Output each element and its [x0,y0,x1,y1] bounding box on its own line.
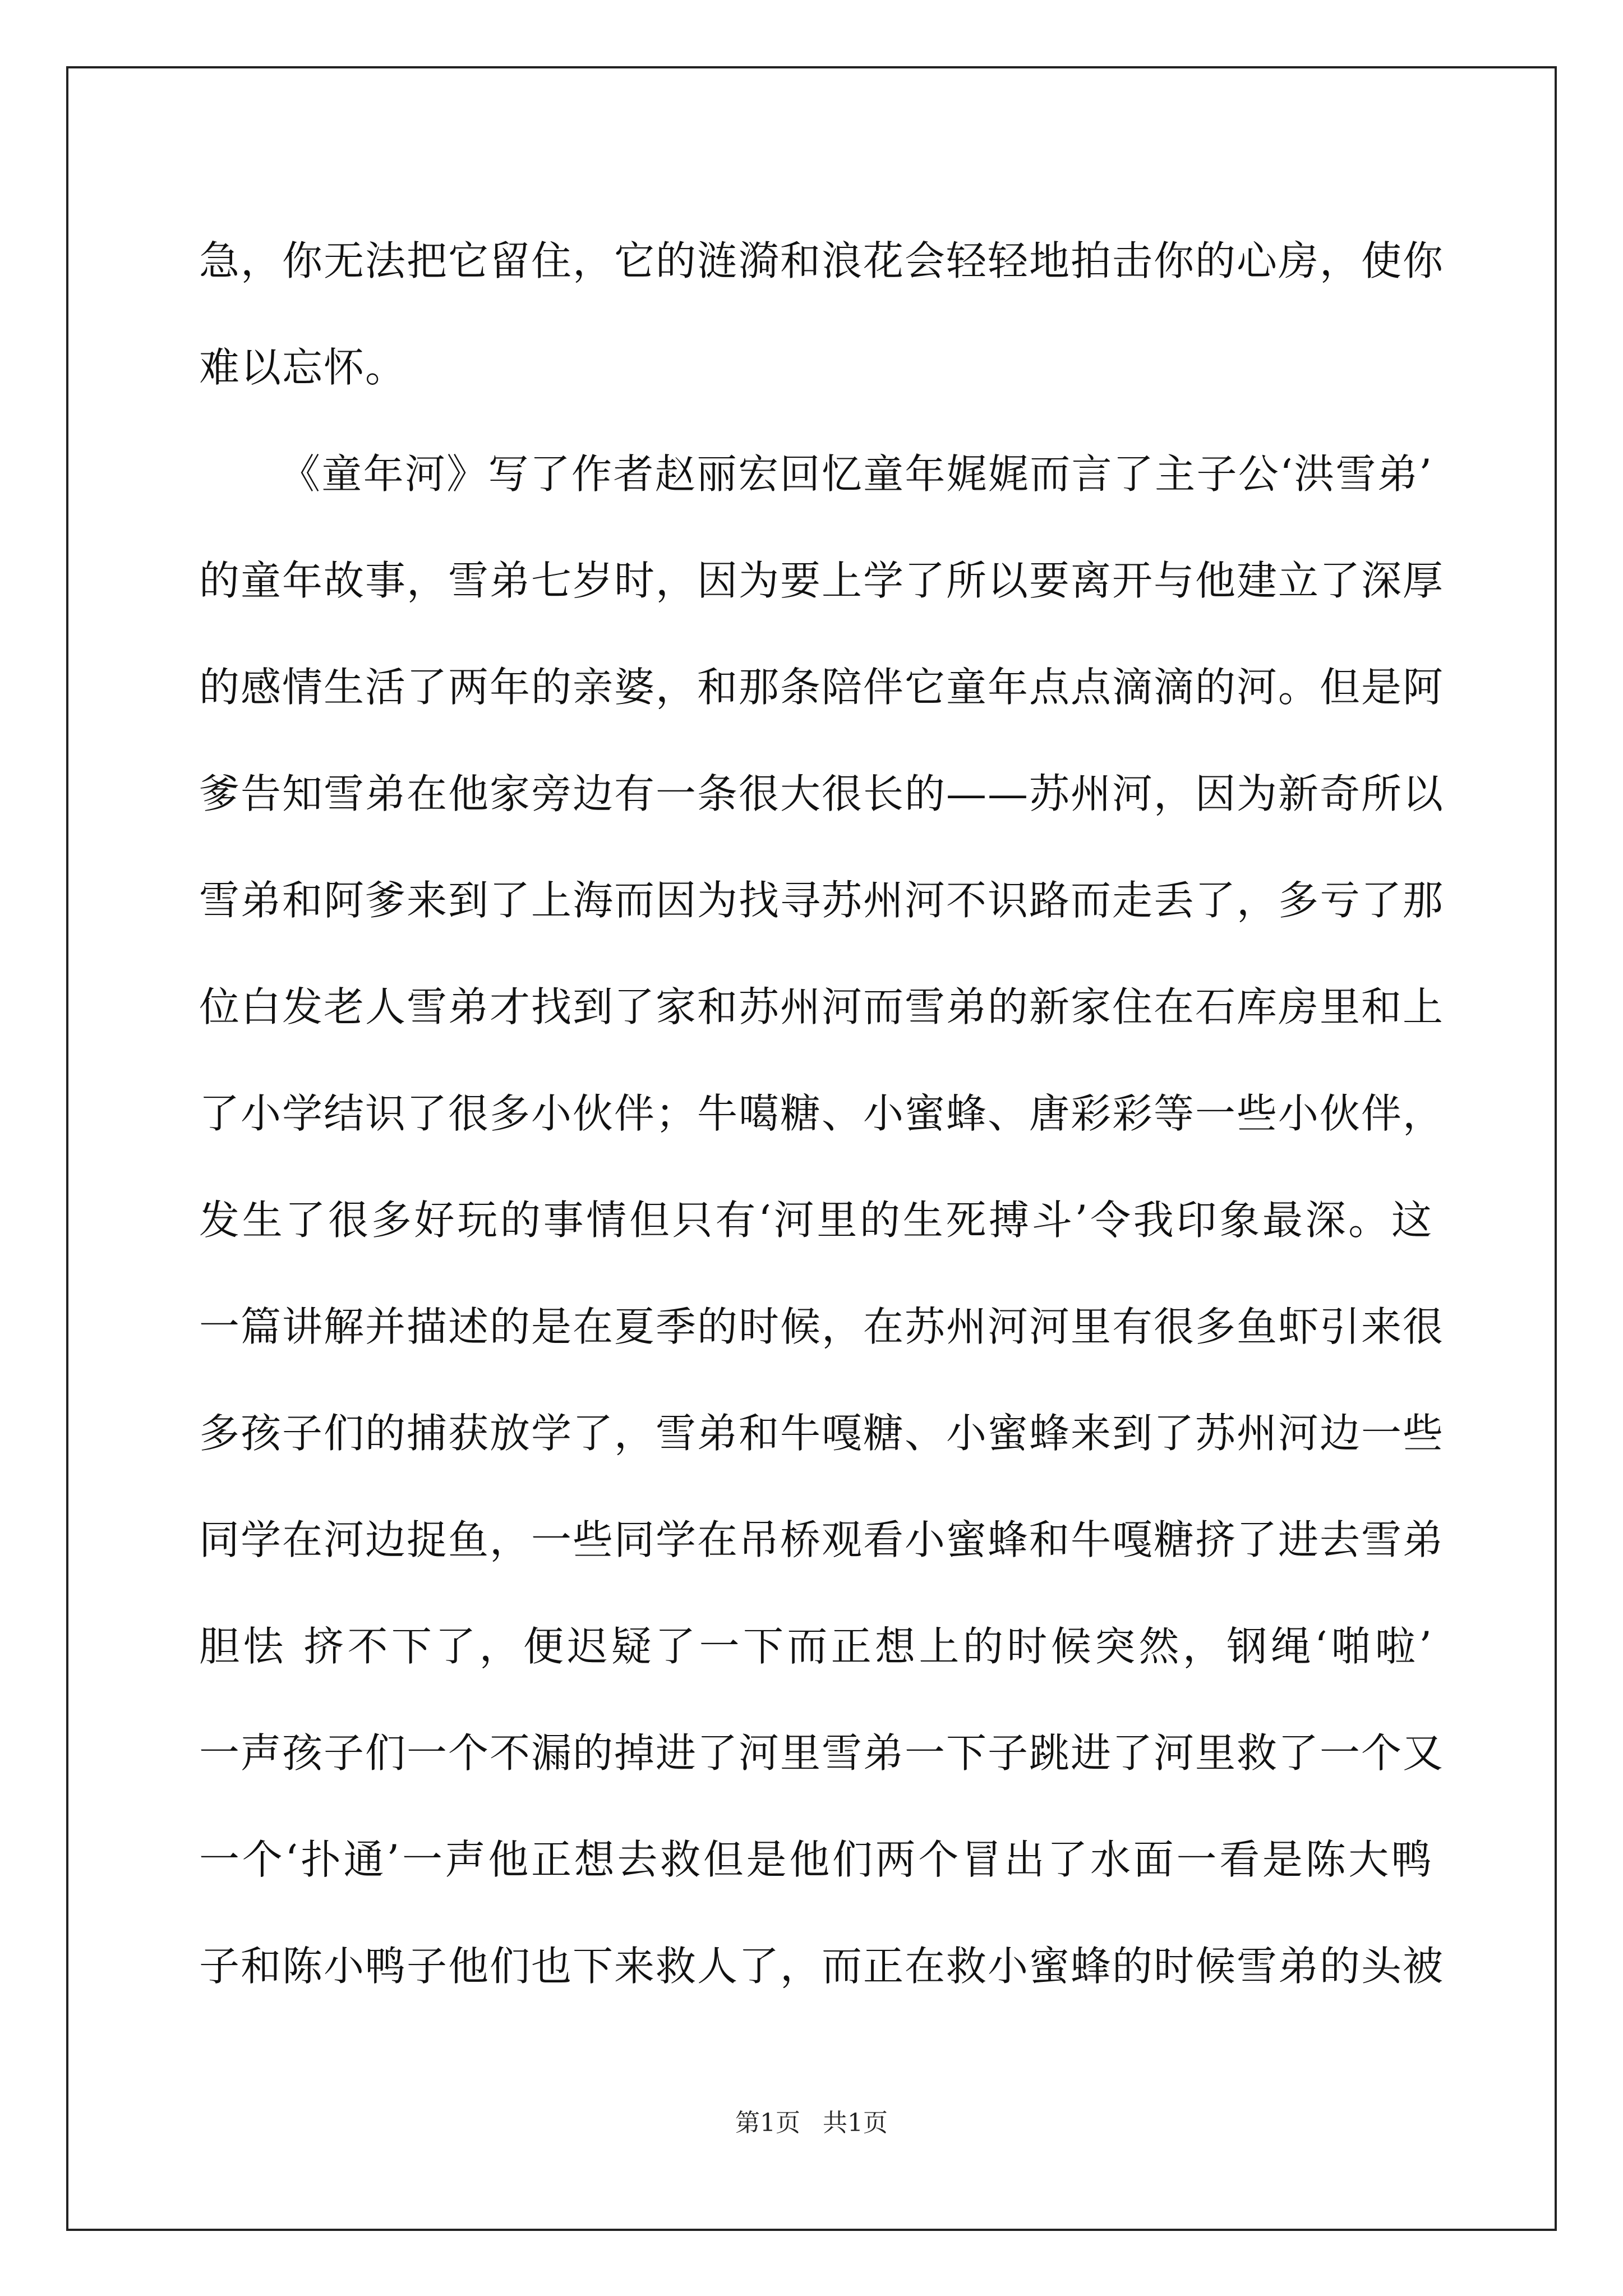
text-line-1: 急，你无法把它留住，它的涟漪和浪花会轻轻地拍击你的心房，使你 [199,237,1445,284]
text-line-11: 一篇讲解并描述的是在夏季的时候，在苏州河河里有很多鱼虾引来很 [199,1303,1445,1350]
text-line-3: 《童年河》写了作者赵丽宏回忆童年娓娓而言了主子公‘洪雪弟’ [280,450,1433,498]
text-line-15: 一声孩子们一个不漏的掉进了河里雪弟一下子跳进了河里救了一个又 [199,1729,1445,1777]
page-footer [0,2106,1623,2140]
text-line-14: 胆怯 挤不下了，便迟疑了一下而正想上的时候突然，钢绳‘啪啦’ [199,1623,1433,1670]
text-line-13: 同学在河边捉鱼，一些同学在吊桥观看小蜜蜂和牛嘎糖挤了进去雪弟 [199,1516,1445,1563]
text-line-2: 难以忘怀。 [199,344,407,391]
page-total: 共1页 [823,2109,888,2137]
text-line-9: 了小学结识了很多小伙伴；牛噶糖、小蜜蜂、唐彩彩等一些小伙伴， [199,1090,1445,1137]
page-number: 第1页 [735,2109,800,2137]
text-line-4: 的童年故事，雪弟七岁时，因为要上学了所以要离开与他建立了深厚 [199,557,1445,604]
document-body [199,208,1445,2019]
text-line-12: 多孩子们的捕获放学了，雪弟和牛嘎糖、小蜜蜂来到了苏州河边一些 [199,1410,1445,1457]
text-line-6: 爹告知雪弟在他家旁边有一条很大很长的——苏州河，因为新奇所以 [199,770,1445,817]
text-line-5: 的感情生活了两年的亲婆，和那条陪伴它童年点点滴滴的河。但是阿 [199,664,1445,711]
text-line-17: 子和陈小鸭子他们也下来救人了，而正在救小蜜蜂的时候雪弟的头被 [199,1943,1445,1990]
text-line-10: 发生了很多好玩的事情但只有‘河里的生死搏斗’令我印象最深。这 [199,1197,1433,1244]
text-line-16: 一个‘扑通’一声他正想去救但是他们两个冒出了水面一看是陈大鸭 [199,1836,1433,1883]
text-line-8: 位白发老人雪弟才找到了家和苏州河而雪弟的新家住在石库房里和上 [199,983,1445,1030]
text-line-7: 雪弟和阿爹来到了上海而因为找寻苏州河不识路而走丢了，多亏了那 [199,877,1445,924]
